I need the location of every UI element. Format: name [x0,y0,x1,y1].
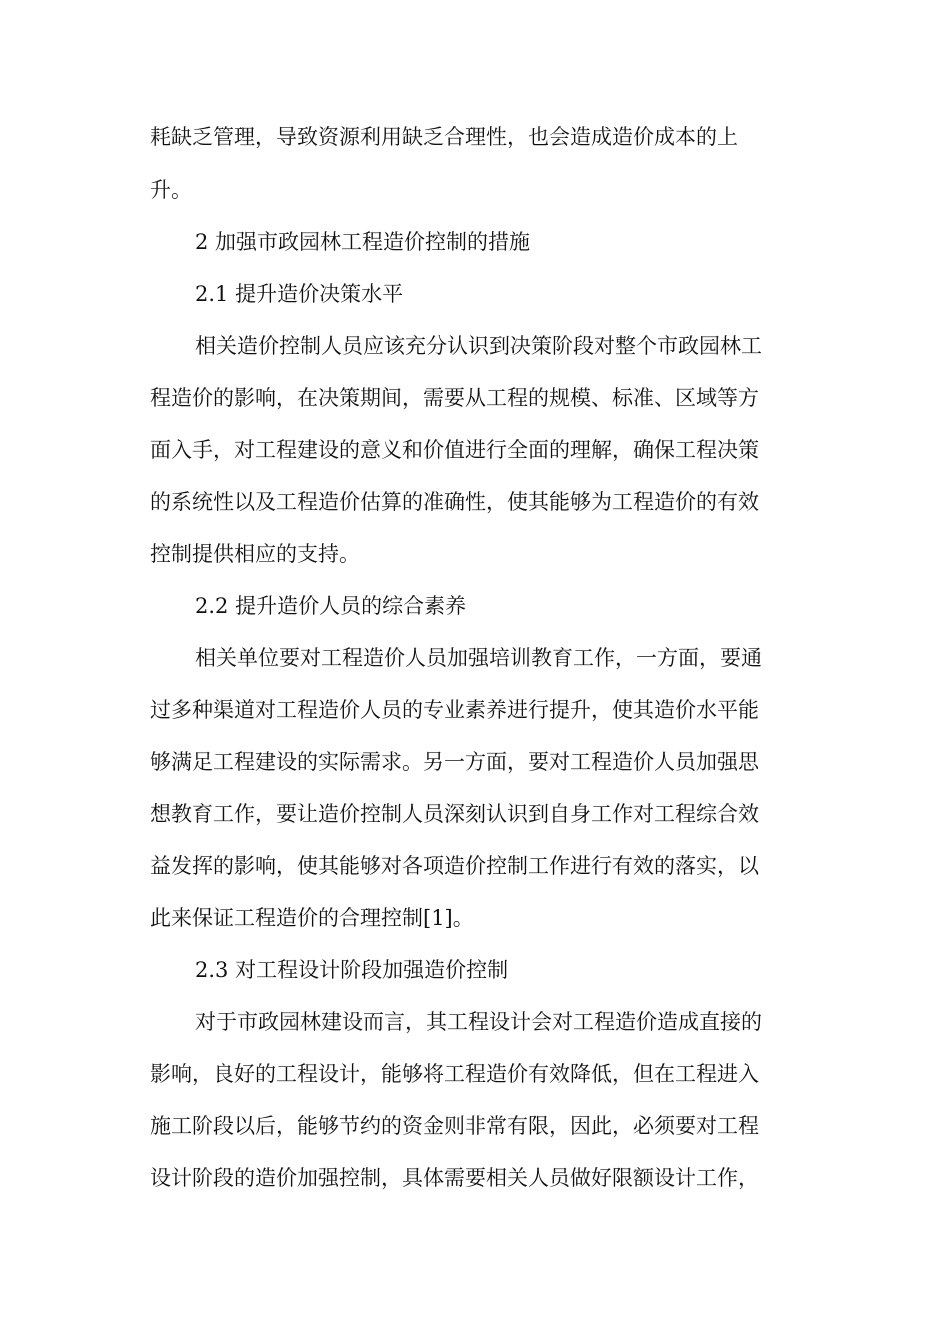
paragraph-line: 设计阶段的造价加强控制，具体需要相关人员做好限额设计工作， [150,1166,759,1190]
paragraph-line: 耗缺乏管理，导致资源利用缺乏合理性，也会造成造价成本的上 [150,125,738,149]
paragraph-line: 升。 [150,178,192,202]
subsection-heading: 2.1 提升造价决策水平 [195,282,404,306]
paragraph-line: 相关造价控制人员应该充分认识到决策阶段对整个市政园林工 [195,334,762,358]
paragraph-line: 此来保证工程造价的合理控制[1]。 [150,906,474,930]
paragraph-line: 对于市政园林建设而言，其工程设计会对工程造价造成直接的 [195,1010,762,1034]
paragraph-line: 相关单位要对工程造价人员加强培训教育工作，一方面，要通 [195,646,762,670]
paragraph-line: 的系统性以及工程造价估算的准确性，使其能够为工程造价的有效 [150,490,759,514]
paragraph-line: 面入手，对工程建设的意义和价值进行全面的理解，确保工程决策 [150,438,759,462]
subsection-heading: 2.3 对工程设计阶段加强造价控制 [195,958,509,982]
paragraph-line: 施工阶段以后，能够节约的资金则非常有限，因此，必须要对工程 [150,1114,759,1138]
paragraph-line: 过多种渠道对工程造价人员的专业素养进行提升，使其造价水平能 [150,698,759,722]
paragraph-line: 影响，良好的工程设计，能够将工程造价有效降低，但在工程进入 [150,1062,759,1086]
paragraph-line: 控制提供相应的支持。 [150,542,360,566]
paragraph-line: 够满足工程建设的实际需求。另一方面，要对工程造价人员加强思 [150,750,759,774]
paragraph-line: 程造价的影响，在决策期间，需要从工程的规模、标准、区域等方 [150,386,759,410]
paragraph-line: 想教育工作，要让造价控制人员深刻认识到自身工作对工程综合效 [150,802,759,826]
paragraph-line: 益发挥的影响，使其能够对各项造价控制工作进行有效的落实，以 [150,854,759,878]
subsection-heading: 2.2 提升造价人员的综合素养 [195,594,467,618]
section-heading: 2 加强市政园林工程造价控制的措施 [195,230,531,254]
